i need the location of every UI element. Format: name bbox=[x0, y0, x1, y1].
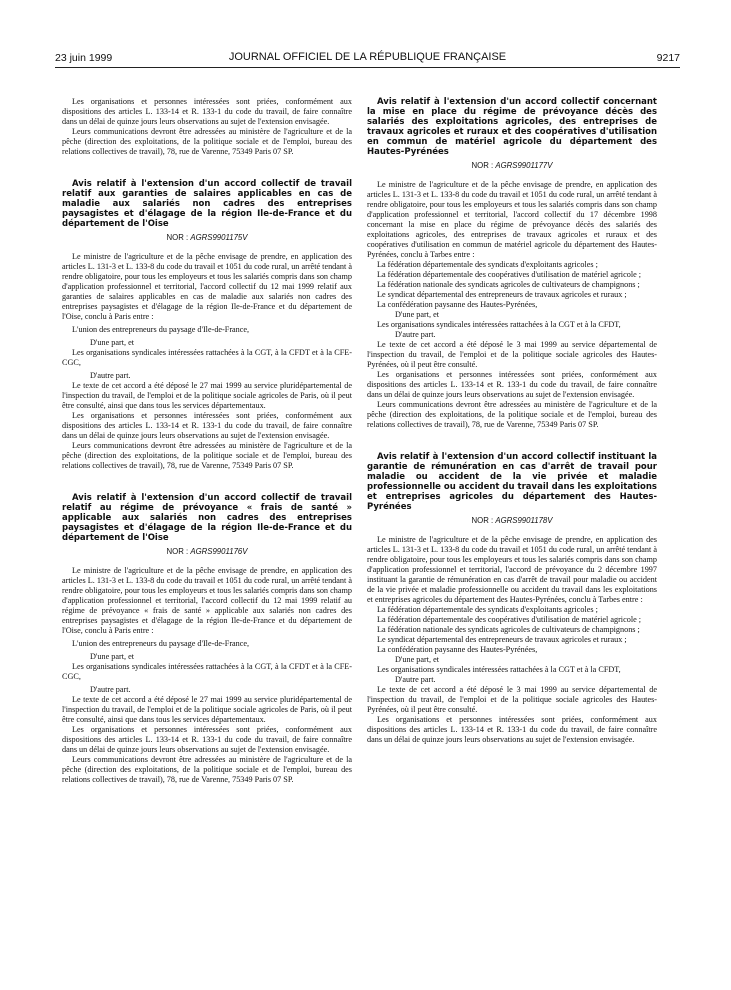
paragraph: Les organisations syndicales intéressées rattachées à la CGT et à la CFDT, bbox=[377, 320, 621, 329]
paragraph: Le ministre de l'agriculture et de la pêche envisage de prendre, en application des articles L. 131-3 et L. 133-8 du code du travail et 1051 du code rural, un arrêté tendant à rendre obligatoire, pour tous les employeurs et tous les salariés compris dans son champ d'application professionnel et territorial, l'accord collectif du 12 mai 1999 relatif aux garanties de salaires applicables en cas de maladie aux salariés non cadres des entreprises paysagistes et d'élagage de la région Ile-de-France et du département de l'Oise, conclu à Paris entre : bbox=[62, 252, 352, 321]
nor-code: AGRS9901175V bbox=[190, 233, 248, 242]
nor-label: NOR : bbox=[471, 516, 494, 525]
nor-code: AGRS9901178V bbox=[495, 516, 553, 525]
paragraph: Le texte de cet accord a été déposé le 27 mai 1999 au service pluridépartemental de l'inspection du travail, de l'emploi et de la politique sociale agricoles de Paris, où il peut être consulté, ainsi que dans tous les services départementaux. bbox=[62, 381, 352, 410]
paragraph: La fédération départementale des coopératives d'utilisation de matériel agricole ; bbox=[377, 270, 642, 279]
paragraph: La fédération nationale des syndicats agricoles de cultivateurs de champignons ; bbox=[377, 280, 640, 289]
paragraph: D'autre part. bbox=[395, 675, 436, 684]
notice-avis-1 bbox=[62, 179, 352, 471]
nor-reference bbox=[62, 233, 352, 243]
paragraph: Leurs communications devront être adressées au ministère de l'agriculture et de la pêche (direction des exploitations, de la politique sociale et de l'emploi, bureau des relations collectives de travail), 78, rue de Varenne, 75349 Paris 07 SP. bbox=[367, 400, 657, 429]
nor-label: NOR : bbox=[471, 161, 494, 170]
nor-reference bbox=[367, 516, 657, 526]
paragraph: Les organisations syndicales intéressées rattachées à la CGT et à la CFDT, bbox=[377, 665, 621, 674]
paragraph: Le ministre de l'agriculture et de la pêche envisage de prendre, en application des articles L. 131-3 et L. 133-8 du code du travail et 1051 du code rural, un arrêté tendant à rendre obligatoire, pour tous les employeurs et tous les salariés compris dans son champ d'application professionnel et territorial, l'accord collectif du 12 mai 1999 relatif au régime de prévoyance « frais de santé » applicable aux salariés non cadres des entreprises paysagistes et d'élagage de la région Ile-de-France et du département de l'Oise, conclu à Paris entre : bbox=[62, 566, 352, 635]
notice-title: Avis relatif à l'extension d'un accord collectif concernant la mise en place du régime de prévoyance décès des salariés des exploitations agricoles, des entreprises de travaux agricoles et ruraux et des coopératives d'utilisation en commun de matériel agricole du département des Hautes-Pyrénées bbox=[367, 97, 657, 157]
paragraph: Les organisations et personnes intéressées sont priées, conformément aux dispositions des articles L. 133-14 et R. 133-1 du code du travail, de faire connaître dans un délai de quinze jours leurs observations au sujet de l'extension envisagée. bbox=[62, 725, 352, 754]
notice-title: Avis relatif à l'extension d'un accord collectif instituant la garantie de rémunération en cas d'arrêt de travail pour maladie ou accident de la vie privée et maladie professionnelle ou accident du travail dans les exploitations et entreprises agricoles du département des Hautes-Pyrénées bbox=[367, 452, 657, 512]
nor-label: NOR : bbox=[166, 547, 189, 556]
paragraph: Leurs communications devront être adressées au ministère de l'agriculture et de la pêche (direction des exploitations, de la politique sociale et de l'emploi, bureau des relations collectives de travail), 78, rue de Varenne, 75349 Paris 07 SP. bbox=[62, 755, 352, 784]
paragraph: Leurs communications devront être adressées au ministère de l'agriculture et de la pêche (direction des exploitations, de la politique sociale et de l'emploi, bureau des relations collectives de travail), 78, rue de Varenne, 75349 Paris 07 SP. bbox=[62, 441, 352, 470]
paragraph: Le texte de cet accord a été déposé le 3 mai 1999 au service départemental de l'inspection du travail, de l'emploi et de la politique sociale agricoles des Hautes-Pyrénées, où il peut être consulté. bbox=[367, 340, 657, 369]
paragraph: Leurs communications devront être adressées au ministère de l'agriculture et de la pêche (direction des exploitations, de la politique sociale et de l'emploi, bureau des relations collectives de travail), 78, rue de Varenne, 75349 Paris 07 SP. bbox=[62, 127, 352, 156]
paragraph: Le syndicat départemental des entrepreneurs de travaux agricoles et ruraux ; bbox=[377, 290, 627, 299]
paragraph: Les organisations et personnes intéressées sont priées, conformément aux dispositions des articles L. 133-14 et R. 133-1 du code du travail, de faire connaître dans un délai de quinze jours leurs observations au sujet de l'extension envisagée. bbox=[62, 411, 352, 440]
nor-reference bbox=[62, 547, 352, 557]
paragraph: Le ministre de l'agriculture et de la pêche envisage de prendre, en application des articles L. 131-3 et L. 133-8 du code du travail et 1051 du code rural, un arrêté tendant à rendre obligatoire, pour tous les employeurs et tous les salariés compris dans son champ d'application professionnel et territorial, l'accord collectif du 17 décembre 1998 concernant la mise en place du régime de prévoyance décès des salariés des exploitations agricoles, des entreprises de travaux agricoles et ruraux et des coopératives d'utilisation en commun de matériel agricole du département des Hautes-Pyrénées, conclu à Tarbes entre : bbox=[367, 180, 657, 259]
paragraph: D'une part, et bbox=[90, 652, 134, 661]
paragraph: Les organisations syndicales intéressées rattachées à la CGT, à la CFDT et à la CFE-CGC, bbox=[62, 348, 352, 367]
notice-avis-2 bbox=[62, 493, 352, 785]
paragraph: D'autre part. bbox=[90, 371, 131, 380]
paragraph: La fédération départementale des syndicats d'exploitants agricoles ; bbox=[377, 260, 598, 269]
nor-label: NOR : bbox=[166, 233, 189, 242]
header-journal-title: JOURNAL OFFICIEL DE LA RÉPUBLIQUE FRANÇAISE bbox=[228, 51, 507, 63]
header-rule bbox=[55, 67, 680, 68]
paragraph: Les organisations syndicales intéressées rattachées à la CGT, à la CFDT et à la CFE-CGC, bbox=[62, 662, 352, 681]
paragraph: D'une part, et bbox=[395, 310, 439, 319]
nor-reference bbox=[367, 161, 657, 171]
notice-title: Avis relatif à l'extension d'un accord collectif de travail relatif au régime de prévoyance « frais de santé » applicable aux salariés non cadres des entreprises paysagistes et d'élagage de la région Ile-de-France et du département de l'Oise bbox=[62, 493, 352, 543]
paragraph: D'une part, et bbox=[395, 655, 439, 664]
nor-code: AGRS9901176V bbox=[190, 547, 248, 556]
left-column bbox=[62, 97, 352, 785]
paragraph: Le texte de cet accord a été déposé le 3 mai 1999 au service départemental de l'inspection du travail, de l'emploi et de la politique sociale agricoles des Hautes-Pyrénées, où il peut être consulté. bbox=[367, 685, 657, 714]
paragraph: Les organisations et personnes intéressées sont priées, conformément aux dispositions des articles L. 133-14 et R. 133-1 du code du travail, de faire connaître dans un délai de quinze jours leurs observations au sujet de l'extension envisagée. bbox=[62, 97, 352, 126]
notice-avis-4 bbox=[367, 452, 657, 745]
paragraph: La fédération nationale des syndicats agricoles de cultivateurs de champignons ; bbox=[377, 625, 640, 634]
page-header bbox=[55, 50, 680, 66]
paragraph: La confédération paysanne des Hautes-Pyrénées, bbox=[377, 645, 538, 654]
paragraph: Le syndicat départemental des entrepreneurs de travaux agricoles et ruraux ; bbox=[377, 635, 627, 644]
paragraph: Les organisations et personnes intéressées sont priées, conformément aux dispositions des articles L. 133-14 et R. 133-1 du code du travail, de faire connaître dans un délai de quinze jours leurs observations au sujet de l'extension envisagée. bbox=[367, 715, 657, 744]
header-page-number: 9217 bbox=[656, 52, 680, 64]
header-date: 23 juin 1999 bbox=[55, 52, 113, 64]
paragraph: L'union des entrepreneurs du paysage d'Ile-de-France, bbox=[72, 325, 250, 334]
paragraph: La confédération paysanne des Hautes-Pyrénées, bbox=[377, 300, 538, 309]
paragraph: La fédération départementale des syndicats d'exploitants agricoles ; bbox=[377, 605, 598, 614]
notice-title: Avis relatif à l'extension d'un accord collectif de travail relatif aux garanties de salaires applicables en cas de maladie aux salariés non cadres des entreprises paysagistes et d'élagage de la région Ile-de-France et du département de l'Oise bbox=[62, 179, 352, 229]
paragraph: Les organisations et personnes intéressées sont priées, conformément aux dispositions des articles L. 133-14 et R. 133-1 du code du travail, de faire connaître dans un délai de quinze jours leurs observations au sujet de l'extension envisagée. bbox=[367, 370, 657, 399]
nor-code: AGRS9901177V bbox=[495, 161, 553, 170]
paragraph: D'une part, et bbox=[90, 338, 134, 347]
paragraph: L'union des entrepreneurs du paysage d'Ile-de-France, bbox=[72, 639, 250, 648]
paragraph: La fédération départementale des coopératives d'utilisation de matériel agricole ; bbox=[377, 615, 642, 624]
paragraph: Le ministre de l'agriculture et de la pêche envisage de prendre, en application des articles L. 131-3 et L. 133-8 du code du travail et 1051 du code rural, un arrêté tendant à rendre obligatoire, pour tous les employeurs et tous les salariés compris dans son champ d'application professionnel et territorial, l'accord de prévoyance du 2 décembre 1997 instituant la garantie de rémunération en cas d'arrêt de travail pour maladie ou accident de la vie privée et maladie professionnelle ou accident du travail dans les exploitations et entreprises agricoles du département des Hautes-Pyrénées, conclu à Tarbes entre : bbox=[367, 535, 657, 604]
paragraph: Le texte de cet accord a été déposé le 27 mai 1999 au service pluridépartemental de l'inspection du travail, de l'emploi et de la politique sociale agricoles de Paris, où il peut être consulté, ainsi que dans tous les services départementaux. bbox=[62, 695, 352, 724]
right-column bbox=[367, 97, 657, 745]
paragraph: D'autre part. bbox=[90, 685, 131, 694]
notice-avis-3 bbox=[367, 97, 657, 430]
paragraph: D'autre part. bbox=[395, 330, 436, 339]
